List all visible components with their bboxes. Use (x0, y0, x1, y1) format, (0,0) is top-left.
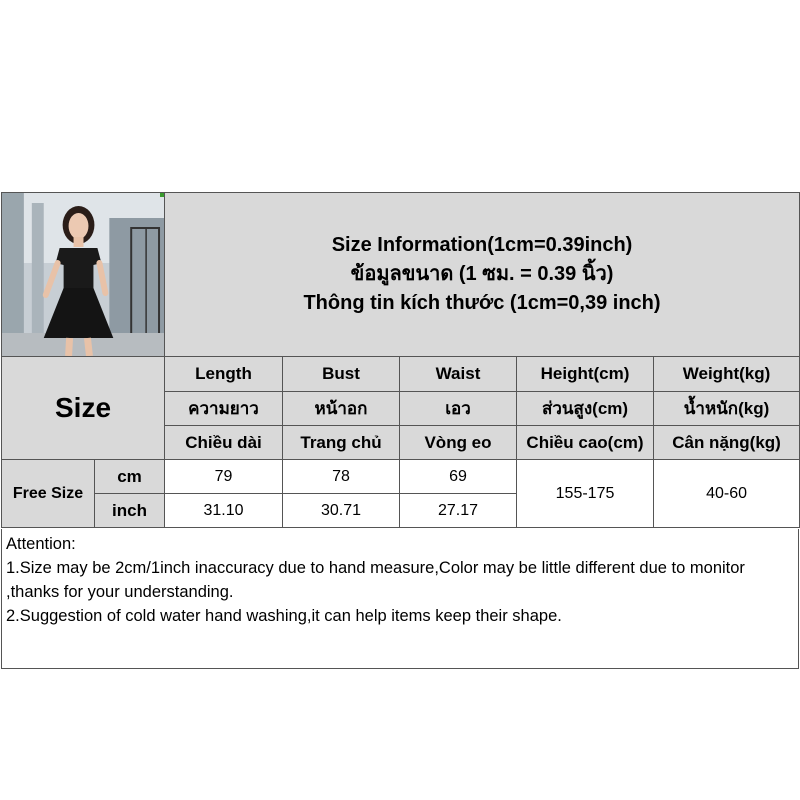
size-info-header (165, 193, 800, 357)
attention-note-2: 2.Suggestion of cold water hand washing,it can help items keep their shape. (6, 607, 562, 625)
info-line-thai: ข้อมูลขนาด (1 ซม. = 0.39 นิ้ว) (350, 263, 614, 285)
size-chart-table (1, 192, 800, 528)
waist-inch-value: 27.17 (400, 494, 517, 528)
size-label: Size (2, 357, 165, 460)
col-weight-vi: Cân nặng(kg) (654, 426, 800, 460)
col-length-vi: Chiều dài (165, 426, 283, 460)
col-length-th: ความยาว (165, 392, 283, 426)
length-inch-value: 31.10 (165, 494, 283, 528)
info-line-english: Size Information(1cm=0.39inch) (331, 234, 633, 256)
model-photo (2, 193, 165, 357)
col-waist-en: Waist (400, 357, 517, 392)
weight-range-value: 40-60 (654, 460, 800, 528)
bust-cm-value: 78 (283, 460, 400, 494)
col-height-vi: Chiều cao(cm) (517, 426, 654, 460)
attention-notes (1, 529, 799, 669)
unit-inch-label: inch (95, 494, 165, 528)
col-height-en: Height(cm) (517, 357, 654, 392)
col-height-th: ส่วนสูง(cm) (517, 392, 654, 426)
info-line-vietnamese: Thông tin kích thước (1cm=0,39 inch) (303, 292, 661, 314)
col-length-en: Length (165, 357, 283, 392)
free-size-label: Free Size (2, 460, 95, 528)
col-bust-en: Bust (283, 357, 400, 392)
col-weight-th: น้ำหนัก(kg) (654, 392, 800, 426)
corner-marker (160, 193, 164, 197)
col-waist-th: เอว (400, 392, 517, 426)
height-range-value: 155-175 (517, 460, 654, 528)
attention-title: Attention: (6, 535, 76, 553)
bust-inch-value: 30.71 (283, 494, 400, 528)
col-waist-vi: Vòng eo (400, 426, 517, 460)
attention-note-1: 1.Size may be 2cm/1inch inaccuracy due to hand measure,Color may be little different due to monitor ,thanks for your understanding. (6, 559, 745, 601)
col-bust-th: หน้าอก (283, 392, 400, 426)
col-bust-vi: Trang chủ (283, 426, 400, 460)
unit-cm-label: cm (95, 460, 165, 494)
waist-cm-value: 69 (400, 460, 517, 494)
col-weight-en: Weight(kg) (654, 357, 800, 392)
length-cm-value: 79 (165, 460, 283, 494)
model-photo-image (2, 193, 164, 356)
